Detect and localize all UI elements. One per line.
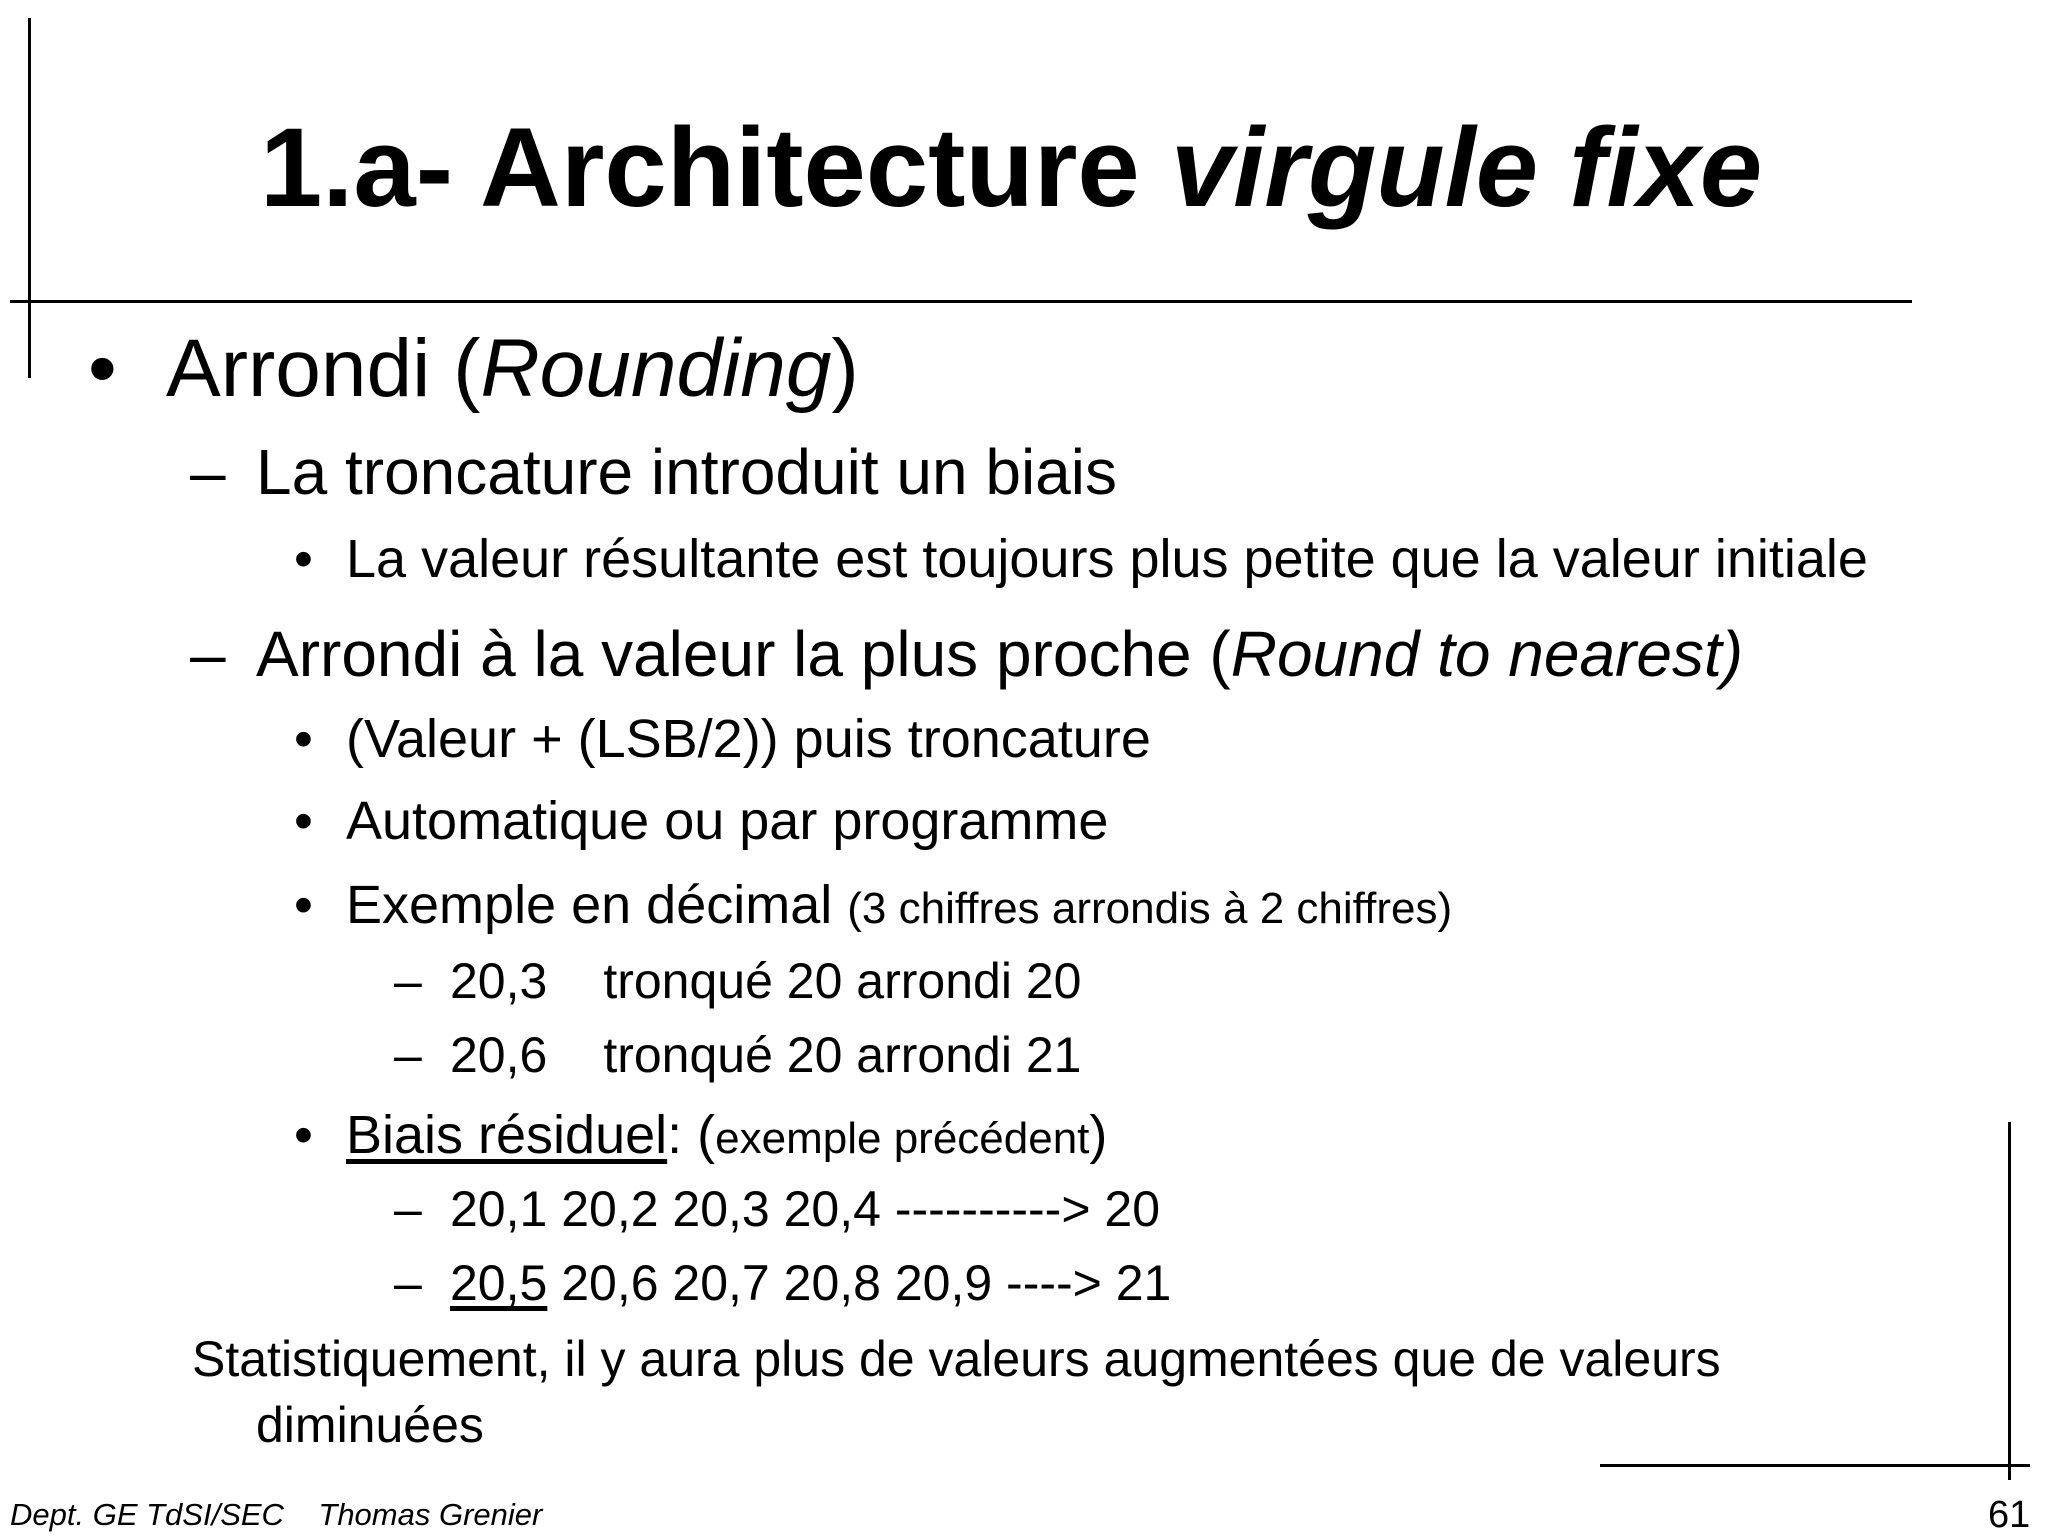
- bullet-icon: •: [294, 875, 313, 935]
- bottom-horizontal-rule: [1600, 1464, 2030, 1467]
- dash-icon: –: [394, 1181, 422, 1237]
- example-row: 20,3 tronqué 20 arrondi 20: [450, 953, 1082, 1009]
- bias-row-up: 20,5 20,6 20,7 20,8 20,9 ----> 21: [450, 1255, 1172, 1311]
- conclusion-line-1: Statistiquement, il y aura plus de valeurs augmentées que de valeurs: [192, 1331, 1721, 1387]
- bias-row-down: 20,1 20,2 20,3 20,4 ----------> 20: [450, 1181, 1161, 1237]
- top-left-vertical-rule: [28, 18, 31, 378]
- bullet-icon: •: [294, 1105, 313, 1165]
- bullet-residual-bias: Biais résiduel: (exemple précédent): [346, 1105, 1108, 1165]
- top-horizontal-rule: [10, 300, 1912, 303]
- slide-title: [260, 105, 1763, 230]
- dash-round-nearest: Arrondi à la valeur la plus proche (Round to nearest): [256, 618, 1744, 690]
- dash-icon: –: [394, 1255, 422, 1311]
- dash-icon: –: [394, 1027, 422, 1083]
- example-row: 20,6 tronqué 20 arrondi 21: [450, 1027, 1082, 1083]
- bullet-automatic: Automatique ou par programme: [346, 791, 1109, 851]
- title-main: 1.a- Architecture: [260, 105, 1171, 230]
- dash-icon: –: [190, 436, 226, 508]
- footer-author: Dept. GE TdSI/SEC Thomas Grenier: [10, 1497, 543, 1532]
- bullet-rounding: Arrondi (Rounding): [166, 323, 859, 414]
- dash-truncation: La troncature introduit un biais: [256, 436, 1117, 508]
- bullet-icon: •: [294, 529, 313, 589]
- bullet-icon: •: [294, 791, 313, 851]
- bullet-icon: •: [294, 709, 313, 769]
- bullet-example: Exemple en décimal (3 chiffres arrondis à 2 chiffres): [346, 875, 1453, 935]
- dash-icon: –: [394, 953, 422, 1009]
- dash-icon: –: [190, 618, 226, 690]
- conclusion-line-2: diminuées: [256, 1397, 484, 1453]
- bullet-icon: •: [88, 323, 117, 414]
- title-italic: virgule fixe: [1170, 105, 1763, 230]
- page-number: 61: [1988, 1494, 2031, 1536]
- bullet-smaller-value: La valeur résultante est toujours plus petite que la valeur initiale: [346, 529, 1868, 589]
- bullet-formula: (Valeur + (LSB/2)) puis troncature: [346, 709, 1151, 769]
- bottom-right-vertical-rule: [2008, 1122, 2011, 1480]
